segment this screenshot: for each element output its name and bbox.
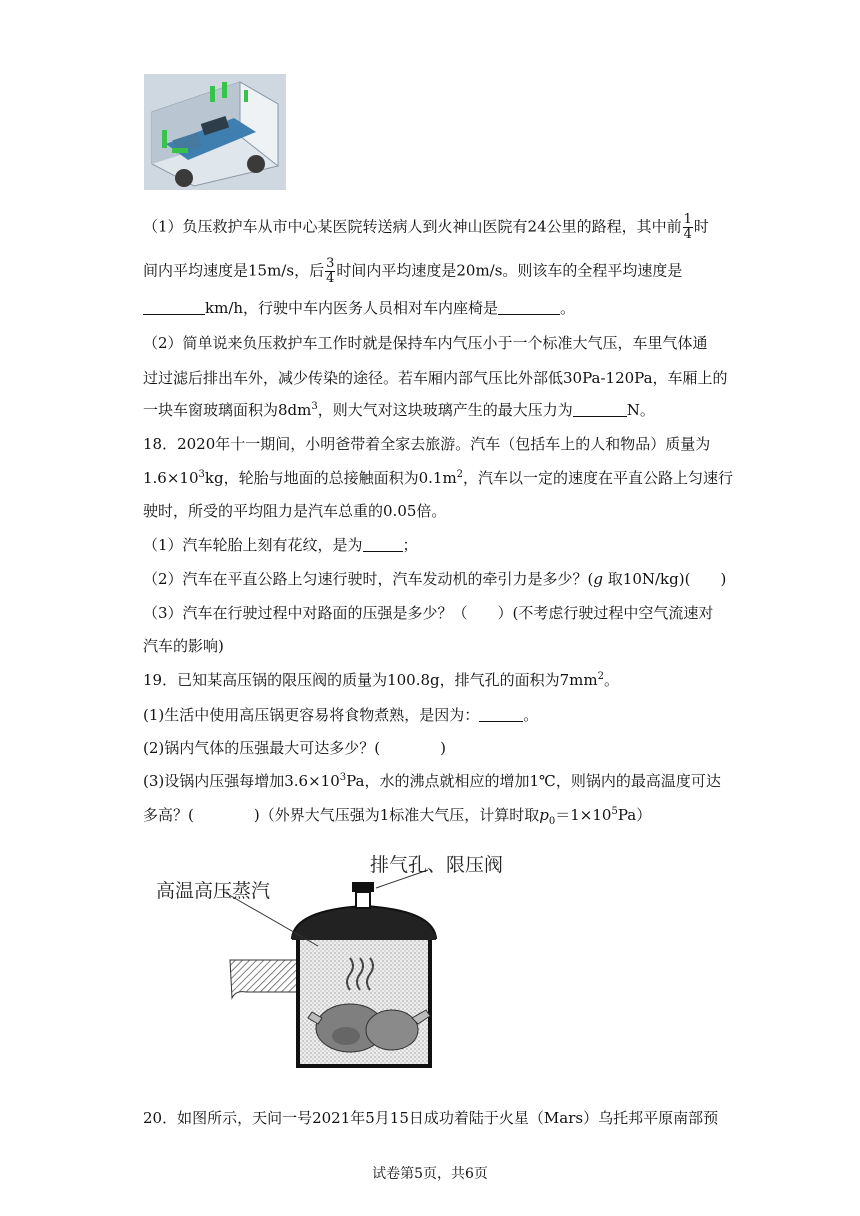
q18-text: （3）汽车在行驶过程中对路面的压强是多少？（ ）(不考虑行驶过程中空气流速对 [143,604,714,622]
superscript: 2 [456,469,464,480]
page-footer: 试卷第5页，共6页 [372,1166,488,1182]
fraction-numerator: 1 [683,212,692,227]
q18-sub3-line2 [143,636,723,656]
answer-blank[interactable] [363,537,403,552]
fraction-denominator: 4 [326,271,335,286]
q19-sub3-line2 [143,805,723,825]
q19-text: 。 [523,706,539,724]
q18-line1 [143,434,723,454]
q18-text: ，汽车以一定的速度在平直公路上匀速行 [463,469,734,487]
q17-text: ，则大气对这块玻璃产生的最大压力为 [317,401,573,419]
q18-sub3-line1 [143,603,723,623]
q19-sub1 [143,705,723,725]
q18-text: 1.6×10 [143,469,199,487]
q19-sub3-line1 [143,771,723,791]
answer-blank[interactable] [143,300,205,315]
subscript: 0 [548,816,556,827]
diagram-label-steam: 高温高压蒸汽 [156,880,271,902]
q17-part1-line3 [143,298,723,318]
fraction-denominator: 4 [683,227,692,242]
q18-text: 18．2020年十一期间，小明爸带着全家去旅游。汽车（包括车上的人和物品）质量为 [143,435,711,453]
q20-line1 [143,1108,723,1128]
q19-text: Pa） [617,806,652,824]
q18-text: 汽车的影响) [143,637,224,655]
q18-sub1 [143,535,723,555]
superscript: 2 [597,671,604,682]
q18-text: 驶时，所受的平均阻力是汽车总重的0.05倍。 [143,502,447,520]
q19-text: 19．已知某高压锅的限压阀的质量为100.8g，排气孔的面积为7mm [143,671,598,689]
superscript: 5 [611,806,618,817]
diagram-label-valve: 排气孔、限压阀 [370,854,504,876]
answer-blank[interactable] [573,402,627,417]
q17-text: 。 [560,299,576,317]
q18-text: （1）汽车轮胎上刻有花纹，是为 [143,536,363,554]
superscript: 3 [311,401,318,412]
answer-blank[interactable] [498,300,560,315]
answer-blank[interactable] [479,707,523,722]
q17-text: （1）负压救护车从市中心某医院转送病人到火神山医院有24公里的路程，其中前 [143,217,682,236]
q17-part2-line1 [143,333,723,353]
q17-text: （2）简单说来负压救护车工作时就是保持车内气压小于一个标准大气压，车里气体通 [143,334,708,352]
q17-text: 间内平均速度是15m/s，后 [143,261,325,280]
fraction-numerator: 3 [326,256,335,271]
q19-sub2 [143,738,723,758]
fraction-three-quarters [325,257,335,286]
q18-line3 [143,501,723,521]
pressure-cooker-diagram [150,840,550,1072]
q17-text: km/h，行驶中车内医务人员相对车内座椅是 [205,299,499,317]
ambulance-illustration [144,74,286,190]
q20-text: 20．如图所示，天问一号2021年5月15日成功着陆于火星（Mars）乌托邦平原南部预 [143,1109,719,1127]
fraction-one-quarter [683,213,693,242]
q19-text: ＝1×10 [555,806,612,824]
q17-text: 一块车窗玻璃面积为8dm [143,401,312,419]
superscript: 3 [198,469,205,480]
q19-text: Pa，水的沸点就相应的增加1℃，则锅内的最高温度可达 [346,772,721,790]
q17-text: 时间内平均速度是20m/s。则该车的全程平均速度是 [336,261,683,280]
q18-text: kg，轮胎与地面的总接触面积为0.1m [204,469,457,487]
variable-p: p [539,806,549,824]
variable-g: g [593,570,604,588]
q17-part1-line1 [143,213,723,242]
q17-text: 时 [693,217,709,236]
q17-text: 过过滤后排出车外，减少传染的途径。若车厢内部气压比外部低30Pa-120Pa，车厢上的 [143,369,728,387]
ambulance-image [144,74,286,190]
q18-line2 [143,468,734,488]
q18-sub2 [143,569,727,589]
q17-part1-line2 [143,257,723,286]
q17-part2-line3 [143,400,723,420]
q19-text: (2)锅内气体的压强最大可达多少？( ) [143,739,446,757]
q17-text: N。 [626,401,655,419]
q18-text: ； [402,536,418,554]
q18-text: （2）汽车在平直公路上匀速行驶时，汽车发动机的牵引力是多少？( [143,570,594,588]
q17-part2-line2 [143,368,728,388]
q19-line1 [143,670,723,690]
superscript: 3 [339,772,347,783]
q19-text: (1)生活中使用高压锅更容易将食物煮熟，是因为： [143,706,480,724]
q18-text: 取10N/kg)( ) [603,570,727,588]
q19-text: (3)设锅内压强每增加3.6×10 [143,772,340,790]
q19-text: 多高？( )（外界大气压强为1标准大气压，计算时取 [143,806,540,824]
q19-text: 。 [604,671,620,689]
